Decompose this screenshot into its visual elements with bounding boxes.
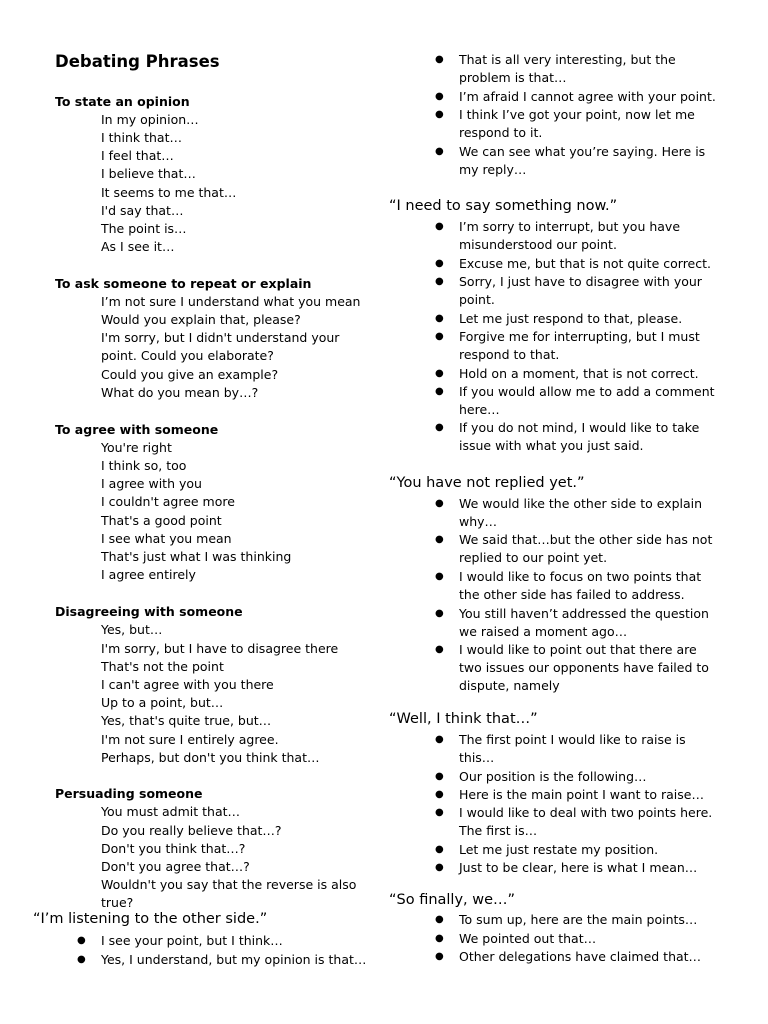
bullet-text: That is all very interesting, but the problem is that… bbox=[459, 52, 676, 85]
bullet-item bbox=[435, 273, 719, 309]
bullet-text: Here is the main point I want to raise… bbox=[459, 787, 704, 802]
bullet-icon: ● bbox=[435, 313, 444, 324]
phrase: I believe that… bbox=[101, 166, 196, 181]
bullet-text: Just to be clear, here is what I mean… bbox=[459, 860, 698, 875]
bullet-icon: ● bbox=[435, 146, 444, 157]
phrase: Would you explain that, please? bbox=[101, 312, 301, 327]
bullet-icon: ● bbox=[77, 954, 86, 965]
phrase: Up to a point, but… bbox=[101, 695, 224, 710]
phrase: That's just what I was thinking bbox=[101, 549, 292, 564]
bullet-text: Let me just respond to that, please. bbox=[459, 311, 683, 326]
phrase: I’m not sure I understand what you mean bbox=[101, 294, 361, 309]
bullet-icon: ● bbox=[435, 571, 444, 582]
phrase: You must admit that… bbox=[101, 804, 241, 819]
bullet-item bbox=[435, 605, 719, 641]
bullet-icon: ● bbox=[435, 109, 444, 120]
bullet-item bbox=[435, 310, 719, 328]
bullet-item bbox=[435, 568, 719, 604]
bullet-icon: ● bbox=[435, 807, 444, 818]
bullet-item bbox=[435, 218, 719, 254]
phrase: point. Could you elaborate? bbox=[101, 348, 274, 363]
phrase: As I see it… bbox=[101, 239, 175, 254]
quote-heading: “You have not replied yet.” bbox=[389, 475, 585, 491]
bullet-text: We pointed out that… bbox=[459, 931, 597, 946]
bullet-item bbox=[435, 365, 719, 383]
phrase: Don't you think that…? bbox=[101, 841, 246, 856]
bullet-text: I’m sorry to interrupt, but you have misunderstood our point. bbox=[459, 219, 681, 252]
bullet-icon: ● bbox=[435, 862, 444, 873]
bullet-item bbox=[77, 951, 371, 969]
bullet-text: Sorry, I just have to disagree with your point. bbox=[459, 274, 702, 307]
bullet-text: If you do not mind, I would like to take issue with what you just said. bbox=[459, 420, 700, 453]
bullet-icon: ● bbox=[435, 91, 444, 102]
bullet-text: I would like to point out that there are two issues our opponents have failed to dispute, namely bbox=[459, 642, 709, 693]
bullet-text: To sum up, here are the main points… bbox=[459, 912, 698, 927]
section-heading: To state an opinion bbox=[55, 94, 190, 109]
bullet-icon: ● bbox=[435, 386, 444, 397]
bullet-item bbox=[435, 930, 719, 948]
phrase: The point is… bbox=[101, 221, 187, 236]
bullet-text: I’m afraid I cannot agree with your point. bbox=[459, 89, 716, 104]
bullet-text: We would like the other side to explain why… bbox=[459, 496, 703, 529]
bullet-item bbox=[435, 641, 719, 695]
phrase: Yes, that's quite true, but… bbox=[101, 713, 272, 728]
bullet-icon: ● bbox=[435, 608, 444, 619]
bullet-item bbox=[435, 911, 719, 929]
bullet-item bbox=[435, 143, 719, 179]
bullet-item bbox=[435, 768, 719, 786]
bullet-text: Forgive me for interrupting, but I must respond to that. bbox=[459, 329, 700, 362]
phrase: I'm sorry, but I didn't understand your bbox=[101, 330, 340, 345]
bullet-item bbox=[435, 88, 719, 106]
bullet-item bbox=[435, 383, 719, 419]
phrase: I'm sorry, but I have to disagree there bbox=[101, 641, 339, 656]
bullet-text: I would like to focus on two points that the other side has failed to address. bbox=[459, 569, 702, 602]
bullet-text: We said that…but the other side has not replied to our point yet. bbox=[459, 532, 713, 565]
bullet-item bbox=[435, 841, 719, 859]
section-heading: To ask someone to repeat or explain bbox=[55, 276, 312, 291]
bullet-icon: ● bbox=[435, 331, 444, 342]
phrase: true? bbox=[101, 895, 134, 910]
bullet-icon: ● bbox=[435, 789, 444, 800]
bullet-item bbox=[435, 786, 719, 804]
bullet-text: I would like to deal with two points here. The first is… bbox=[459, 805, 713, 838]
phrase: I think that… bbox=[101, 130, 182, 145]
bullet-text: I think I’ve got your point, now let me respond to it. bbox=[459, 107, 695, 140]
bullet-icon: ● bbox=[435, 54, 444, 65]
phrase: In my opinion… bbox=[101, 112, 199, 127]
bullet-item bbox=[77, 932, 371, 950]
bullet-icon: ● bbox=[77, 935, 86, 946]
bullet-text: We can see what you’re saying. Here is my reply… bbox=[459, 144, 706, 177]
bullet-item bbox=[435, 495, 719, 531]
section-heading: Persuading someone bbox=[55, 786, 203, 801]
phrase: That's a good point bbox=[101, 513, 222, 528]
bullet-icon: ● bbox=[435, 914, 444, 925]
bullet-icon: ● bbox=[435, 422, 444, 433]
bullet-text: The first point I would like to raise is this… bbox=[459, 732, 686, 765]
bullet-item bbox=[435, 948, 719, 966]
phrase: You're right bbox=[101, 440, 172, 455]
phrase: I think so, too bbox=[101, 458, 187, 473]
bullet-item bbox=[435, 859, 719, 877]
bullet-item bbox=[435, 255, 719, 273]
bullet-icon: ● bbox=[435, 844, 444, 855]
phrase: Wouldn't you say that the reverse is also bbox=[101, 877, 357, 892]
bullet-icon: ● bbox=[435, 933, 444, 944]
bullet-text: Other delegations have claimed that… bbox=[459, 949, 702, 964]
phrase: Perhaps, but don't you think that… bbox=[101, 750, 320, 765]
bullet-icon: ● bbox=[435, 368, 444, 379]
bullet-item bbox=[435, 531, 719, 567]
bullet-item bbox=[435, 51, 719, 87]
bullet-text: Let me just restate my position. bbox=[459, 842, 659, 857]
section-heading: Disagreeing with someone bbox=[55, 604, 243, 619]
bullet-text: Hold on a moment, that is not correct. bbox=[459, 366, 699, 381]
phrase: I agree with you bbox=[101, 476, 202, 491]
bullet-text: I see your point, but I think… bbox=[101, 933, 283, 948]
quote-heading: “So finally, we…” bbox=[389, 892, 516, 908]
bullet-icon: ● bbox=[435, 534, 444, 545]
bullet-item bbox=[435, 731, 719, 767]
quote-heading: “I’m listening to the other side.” bbox=[33, 911, 268, 927]
bullet-item bbox=[435, 106, 719, 142]
bullet-text: Yes, I understand, but my opinion is that… bbox=[101, 952, 367, 967]
phrase: I feel that… bbox=[101, 148, 174, 163]
bullet-icon: ● bbox=[435, 951, 444, 962]
bullet-icon: ● bbox=[435, 498, 444, 509]
page-title: Debating Phrases bbox=[55, 52, 220, 71]
phrase: I couldn't agree more bbox=[101, 494, 235, 509]
bullet-icon: ● bbox=[435, 221, 444, 232]
phrase: I see what you mean bbox=[101, 531, 232, 546]
quote-heading: “Well, I think that…” bbox=[389, 711, 538, 727]
phrase: I'd say that… bbox=[101, 203, 184, 218]
phrase: Yes, but… bbox=[101, 622, 163, 637]
bullet-item bbox=[435, 419, 719, 455]
bullet-text: If you would allow me to add a comment here… bbox=[459, 384, 715, 417]
quote-heading: “I need to say something now.” bbox=[389, 198, 618, 214]
phrase: That's not the point bbox=[101, 659, 224, 674]
bullet-icon: ● bbox=[435, 276, 444, 287]
bullet-item bbox=[435, 328, 719, 364]
phrase: Do you really believe that…? bbox=[101, 823, 282, 838]
phrase: I'm not sure I entirely agree. bbox=[101, 732, 279, 747]
bullet-text: You still haven’t addressed the question we raised a moment ago… bbox=[459, 606, 709, 639]
phrase: I can't agree with you there bbox=[101, 677, 274, 692]
bullet-icon: ● bbox=[435, 734, 444, 745]
bullet-item bbox=[435, 804, 719, 840]
phrase: It seems to me that… bbox=[101, 185, 237, 200]
phrase: Could you give an example? bbox=[101, 367, 279, 382]
bullet-text: Excuse me, but that is not quite correct. bbox=[459, 256, 711, 271]
bullet-text: Our position is the following… bbox=[459, 769, 647, 784]
bullet-icon: ● bbox=[435, 771, 444, 782]
bullet-icon: ● bbox=[435, 258, 444, 269]
bullet-icon: ● bbox=[435, 644, 444, 655]
phrase: What do you mean by…? bbox=[101, 385, 259, 400]
phrase: I agree entirely bbox=[101, 567, 196, 582]
section-heading: To agree with someone bbox=[55, 422, 219, 437]
phrase: Don't you agree that…? bbox=[101, 859, 250, 874]
